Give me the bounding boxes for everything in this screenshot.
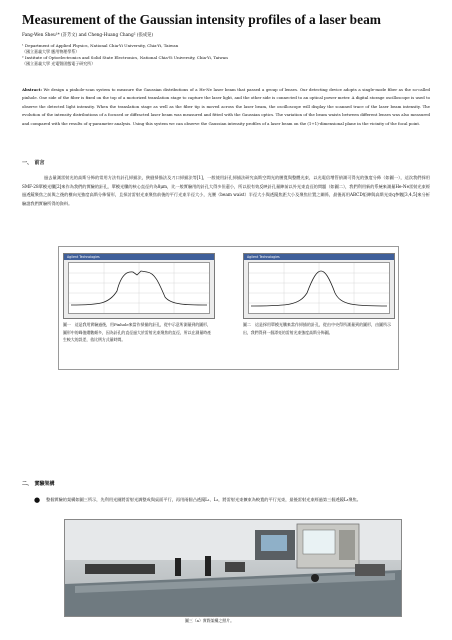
abstract-text: We design a pinhole-scan system to measure the Gaussian distributions of a He-Ne laser beam that passed a group of lenses. Our detecting device adopts a single-mode fiber as the so-called pinhole. One side of the fiber is fixed on the top of a motorized translation stage to capture the laser light, and the other side is connected to an optical power meter. A digital storage oscilloscope is used to observe the detected light intensity. When the translation stage as well as the fiber tip is moved across the laser beam, the oscilloscope will display the scanned trace of the laser beam intensity. The evolution of the intensity distributions of a focused or diffracted laser beam was measured and fitted with the Gaussian optics. The variation of the beam waists between different lenses was also measured and compared with the results of q-parameter analysis. Using this system we can observe the Gaussian intensity profiles of a laser beam on the (1+1)-dimensional plane in the vicinity of the focal point. (22, 87, 430, 126)
abstract (22, 86, 430, 128)
scope-brand: Agilent Technologies (247, 255, 280, 259)
paper-title: Measurement of the Gaussian intensity profiles of a laser beam (22, 12, 381, 27)
figure-1-caption: 圖一 這是我用實驗過後，用Pinhole來當作掃描的針孔，從中示意所測量到的圖形，圖形中的峰值總數頗多，因為針孔的直徑過大於雷射光束聚焦的直徑，所以在測量時產生較大的誤差，依比例方式量時間。 (63, 322, 211, 343)
scope-1-screen (68, 262, 210, 314)
figure-3-caption: 圖三（a）實際架構之照片。 (185, 618, 235, 623)
affiliation-2-zh: （國立嘉義大學 光電暨固態電子研究所） (22, 61, 96, 66)
setup-photo-illustration (65, 520, 401, 616)
scope-2-trace (249, 263, 389, 313)
scope-1-trace (69, 263, 209, 313)
section-heading-setup: 二、 實驗架構 (22, 481, 55, 487)
affiliation-2: ² Institute of Optoelectronics and Solid State Electronics, National Chia-Yi University, Chia-Yi, Taiwan (22, 55, 228, 60)
figure-2-caption: 圖二 這是採用單模光纖來當作掃描的針孔，從由中央得所測量到的圖形，由圖所示出，我們得到一個漂亮的雷射光束強度高斯分佈圖。 (243, 322, 391, 335)
intro-paragraph: 過去量測雷射光的高斯分佈的常用方法有針孔掃描法，狹縫掃描法及刀口掃描法等[1]，一般使用針孔掃描法研究高斯空間光的腰寬與整體光束，以光電倍增管偵測可得光的強度分佈（如圖一），這次我們採用SMF-28單模光纖[2]來作為我們的實驗的針孔，單模光纖的核心直徑約為8μm，比一般實驗用的針孔大得多但還小，所以很有效反映針孔量陣前以外光束直徑的問題（如圖二），我們利用新的系統來測量He-Ne雷射光束經過透鏡聚焦之前與之後的橫向光強度高斯分佈情形，且探討雷射光束聚焦前後的平行光束半徑大小，光腰（beam waist）半徑大小與透鏡焦距大小及聚焦位置之關係，最後再用ABCD矩陣與高斯光束q參數[3,4,5]來分析驗證我們實驗所得的資料。 (22, 175, 430, 206)
setup-paragraph: 整個實驗的架構如圖三所示，先利用光圈將雷射光調整成與桌面平行，再用兩個凸透鏡L₁、L₂，將雷射光束擴束為較寬的平行光束，最後雷射光束經過第三個透鏡L₃聚焦。 (46, 497, 361, 502)
bullet-icon: ● (34, 496, 41, 504)
section-heading-intro: 一、 前言 (22, 160, 45, 166)
paper-authors: Fang-Wen Sheu¹* (許芳文) and Cheng-Huang Chang² (張成晃) (22, 33, 154, 38)
oscilloscope-screenshot-2 (243, 253, 395, 319)
affiliation-1-zh: （國立嘉義大學 應用物理學系） (22, 49, 80, 54)
affiliations (22, 43, 228, 67)
scope-2-screen (248, 262, 390, 314)
figures-1-2-frame (58, 246, 399, 370)
abstract-label: Abstract: (22, 87, 42, 92)
affiliation-1: ¹ Department of Applied Physics, National Chia-Yi University, Chia-Yi, Taiwan (22, 43, 179, 48)
experimental-setup-photo (64, 519, 402, 617)
oscilloscope-screenshot-1 (63, 253, 215, 319)
scope-brand: Agilent Technologies (67, 255, 100, 259)
